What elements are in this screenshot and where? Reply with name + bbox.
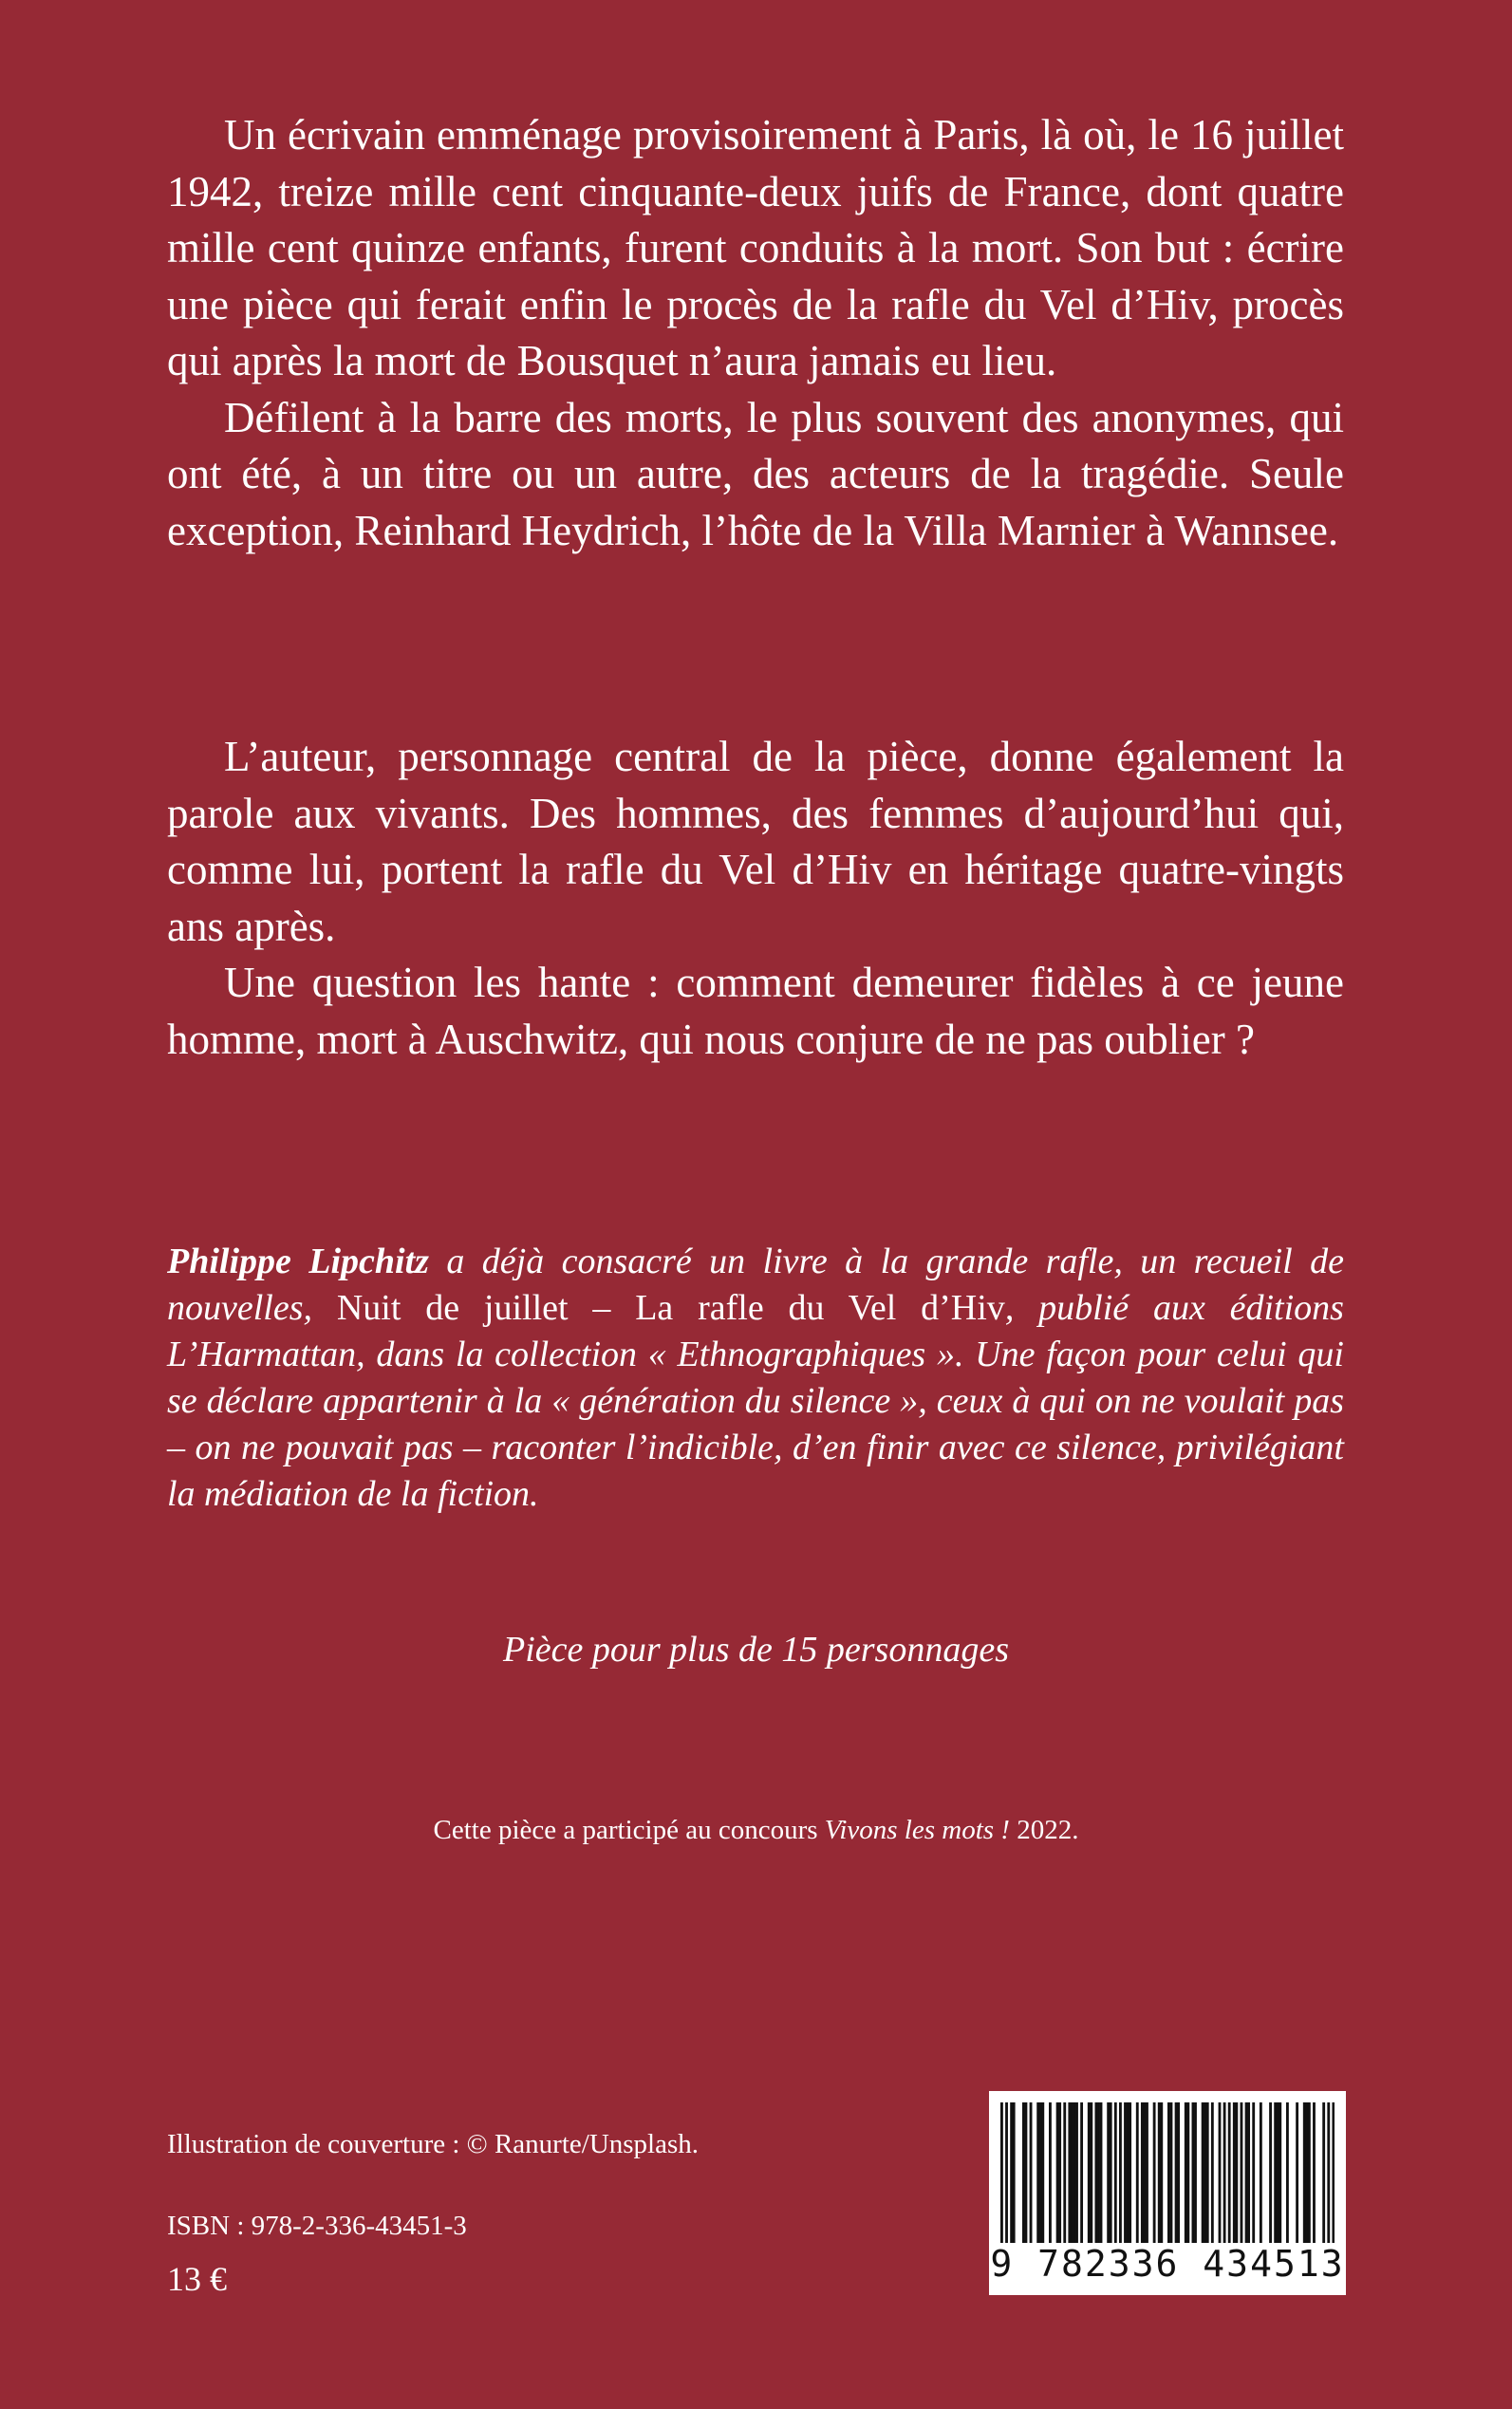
barcode-bar — [1094, 2102, 1097, 2243]
synopsis-paragraph-1: Un écrivain emménage provisoirement à Paris, là où, le 16 juillet 1942, treize mille cent cinquante-deux juifs de France, dont quatre mille cent quinze enfants, furent conduits à la mort. Son but : écrire une pièce qui ferait enfin le procès de la rafle du Vel d’Hiv, procès qui après la mort de Bousquet n’aura jamais eu lieu. — [167, 111, 1344, 384]
barcode-bar — [1279, 2102, 1281, 2243]
synopsis-paragraph-4: Une question les hante : comment demeurer fidèles à ce jeune homme, mort à Auschwitz, qui nous conjure de ne pas oublier ? — [167, 959, 1344, 1063]
barcode-bar — [1185, 2102, 1187, 2243]
barcode-bar — [1303, 2102, 1306, 2243]
barcode-bar — [1211, 2102, 1214, 2243]
barcode-bar — [1170, 2102, 1173, 2243]
barcode-bar — [1247, 2102, 1250, 2243]
barcode-bar — [1022, 2102, 1025, 2243]
barcode-bar — [1119, 2102, 1122, 2243]
synopsis-paragraph-3: L’auteur, personnage central de la pièce, donne également la parole aux vivants. Des hommes, des femmes d’aujourd’hui qui, comme lui, portent la rafle du Vel d’Hiv en héritage quatre-vingts ans après. — [167, 733, 1344, 950]
barcode-bar — [1110, 2102, 1112, 2243]
barcode-bar — [1296, 2102, 1298, 2243]
barcode-bar — [1153, 2102, 1156, 2243]
bio-text-1: a déjà consacré un livre à la grande rafle, un recueil de nouvelles, — [167, 1242, 1345, 1328]
barcode-bar — [1127, 2102, 1129, 2243]
barcode-bar — [1327, 2102, 1330, 2243]
synopsis-block-1 — [167, 107, 1344, 559]
barcode-bar — [1030, 2102, 1033, 2243]
contest-title: Vivons les mots ! — [824, 1815, 1010, 1845]
barcode-bar — [1136, 2102, 1139, 2243]
synopsis-paragraph-2: Défilent à la barre des morts, le plus souvent des anonymes, qui ont été, à un titre ou un autre, des acteurs de la tragédie. Seule exception, Reinhard Heydrich, l’hôte de la Villa Marnier à Wannsee. — [167, 393, 1344, 554]
barcode-bar — [1235, 2102, 1238, 2243]
contest-text-after: 2022. — [1009, 1815, 1079, 1845]
barcode-bar — [1219, 2102, 1222, 2243]
barcode-bar — [1124, 2102, 1127, 2243]
contest-note — [0, 1815, 1512, 1846]
barcode-bar — [1175, 2102, 1178, 2243]
barcode-bar — [1039, 2102, 1042, 2243]
book-title: Nuit de juillet – La rafle du Vel d’Hiv — [336, 1288, 1005, 1328]
barcode-bar — [1160, 2102, 1163, 2243]
barcode-bar — [1010, 2102, 1013, 2243]
author-bio — [167, 1239, 1344, 1518]
barcode-bar — [1058, 2102, 1061, 2243]
barcode-bar — [1177, 2102, 1180, 2243]
barcode-bar — [1114, 2102, 1117, 2243]
barcode-bar — [1141, 2102, 1144, 2243]
barcode-bar — [1080, 2102, 1083, 2243]
barcode-bar — [1313, 2102, 1316, 2243]
barcode-bar — [1025, 2102, 1028, 2243]
barcode-bar — [1269, 2102, 1272, 2243]
barcode-bar — [1277, 2102, 1279, 2243]
barcode-bar — [1245, 2102, 1248, 2243]
contest-text-before: Cette pièce a participé au concours — [433, 1815, 825, 1845]
synopsis-block-2 — [167, 729, 1344, 1068]
barcode-bar — [1075, 2102, 1078, 2243]
barcode-bar — [1305, 2102, 1308, 2243]
barcode-bar — [1071, 2102, 1073, 2243]
barcode-bar — [1005, 2102, 1008, 2243]
barcode-bar — [1332, 2102, 1335, 2243]
barcode-bar — [1192, 2102, 1195, 2243]
barcode-bar — [1167, 2102, 1170, 2243]
barcode-bar — [1097, 2102, 1100, 2243]
barcode-bar — [1202, 2102, 1204, 2243]
barcode-bar — [1073, 2102, 1076, 2243]
price: 13 € — [167, 2260, 227, 2298]
barcode-bar — [1013, 2102, 1016, 2243]
barcode-bar — [1274, 2102, 1277, 2243]
barcode-bar — [1088, 2102, 1091, 2243]
barcode-bar — [1000, 2102, 1003, 2243]
barcode-bar — [1228, 2102, 1231, 2243]
illustration-credit: Illustration de couverture : © Ranurte/Unsplash. — [167, 2129, 700, 2159]
barcode-bar — [1100, 2102, 1103, 2243]
barcode-digits: 9 782336 434513 — [990, 2243, 1345, 2285]
isbn: ISBN : 978-2-336-43451-3 — [167, 2211, 467, 2241]
barcode — [989, 2091, 1346, 2295]
barcode-bar — [1146, 2102, 1148, 2243]
barcode-bar — [1260, 2102, 1262, 2243]
barcode-bar — [1107, 2102, 1110, 2243]
barcode-bar — [1143, 2102, 1146, 2243]
barcode-bar — [1286, 2102, 1289, 2243]
barcode-bar — [1041, 2102, 1044, 2243]
barcode-bars — [1000, 2102, 1335, 2243]
barcode-bar — [1158, 2102, 1161, 2243]
barcode-bar — [1252, 2102, 1255, 2243]
barcode-bar — [1308, 2102, 1311, 2243]
author-name: Philippe Lipchitz — [167, 1242, 429, 1281]
barcode-bar — [1194, 2102, 1197, 2243]
barcode-bar — [1090, 2102, 1092, 2243]
bio-text-2: , publié aux éditions L’Harmattan, dans la collection « Ethnographiques ». Une façon pour celui qui se déclare appartenir à la « génération du silence », ceux à qui on ne voulait pas – on ne pouvait pas – raconter l’indicible, d’en finir avec ce silence, privilégiant la médiation de la fiction. — [167, 1288, 1344, 1514]
cast-note: Pièce pour plus de 15 personnages — [503, 1630, 1009, 1670]
barcode-bar — [1322, 2102, 1325, 2243]
barcode-bar — [1186, 2102, 1189, 2243]
barcode-bar — [1233, 2102, 1236, 2243]
barcode-bar — [1223, 2102, 1226, 2243]
barcode-bar — [1206, 2102, 1209, 2243]
barcode-bar — [1129, 2102, 1131, 2243]
barcode-bar — [1036, 2102, 1039, 2243]
barcode-bar — [1204, 2102, 1206, 2243]
barcode-bar — [1056, 2102, 1059, 2243]
barcode-bar — [1049, 2102, 1052, 2243]
barcode-bar — [1063, 2102, 1066, 2243]
barcode-bar — [1068, 2102, 1071, 2243]
barcode-bar — [1241, 2102, 1243, 2243]
